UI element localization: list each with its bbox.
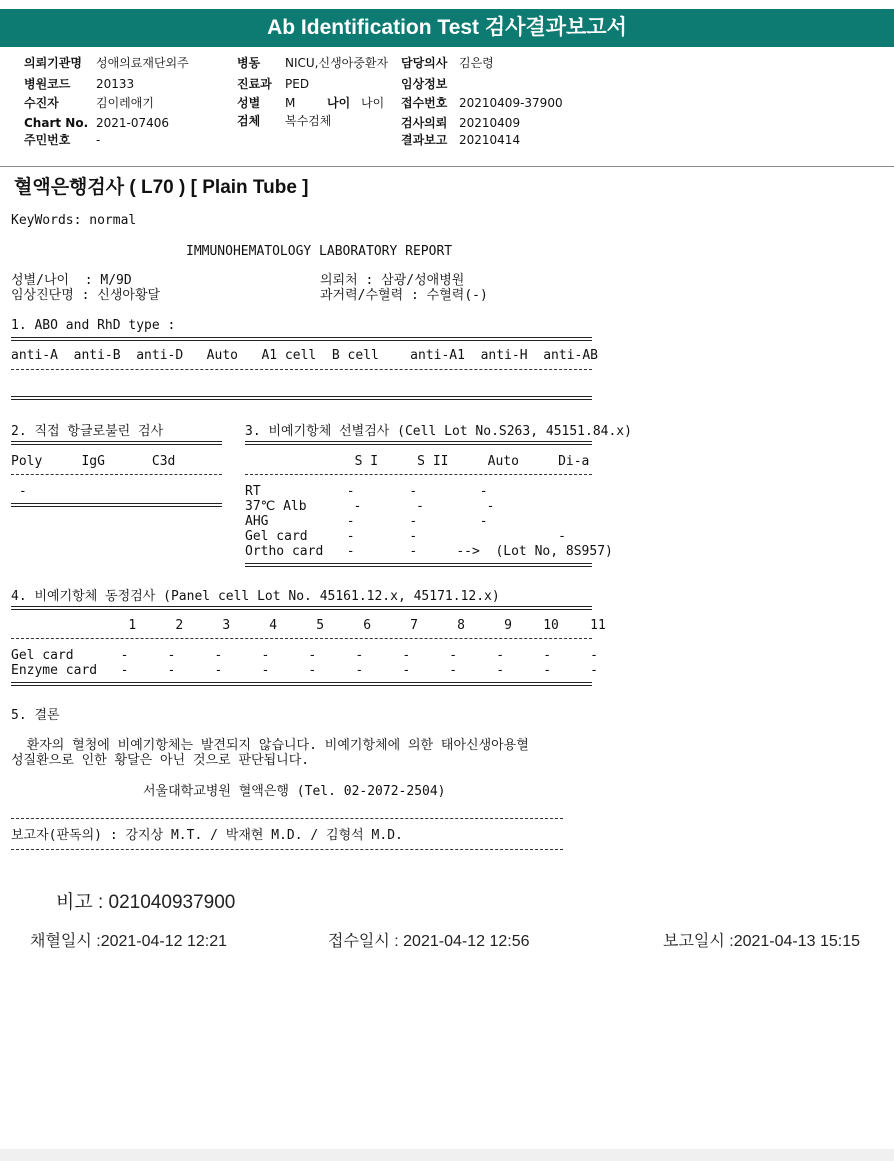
panel-section-title: 4. 비예기항체 동정검사 (Panel cell Lot No. 45161.12.x, 45171.12.x)	[11, 589, 500, 604]
double-rule	[245, 441, 592, 445]
screening-row-ahg: AHG - - -	[245, 514, 488, 529]
sex-field: 성별 M	[237, 96, 296, 110]
screening-section-title: 3. 비예기항체 선별검사 (Cell Lot No.S263, 45151.84.x)	[245, 424, 632, 439]
chart-no-field: Chart No. 2021-07406	[24, 116, 170, 130]
conclusion-line-1: 환자의 혈청에 비예기항체는 발견되지 않습니다. 비예기항체에 의한 태아신생아용혈	[11, 738, 529, 753]
sex-age-line: 성별/나이 : M/9D	[11, 273, 132, 288]
screening-row-alb: 37℃ Alb - - -	[245, 499, 495, 514]
diagnosis-line: 임상진단명 : 신생아황달	[11, 288, 161, 303]
panel-row-enzyme: Enzyme card - - - - - - - - - - -	[11, 663, 598, 678]
dash-rule	[11, 849, 563, 850]
screening-header-row: S I S II Auto Di-a	[245, 454, 590, 469]
hospital-code-field: 병원코드 20133	[24, 77, 135, 91]
age-field: 나이 나이	[327, 96, 385, 110]
lab-contact: 서울대학교병원 혈액은행 (Tel. 02-2072-2504)	[143, 784, 446, 799]
bottom-bar	[0, 1149, 894, 1161]
double-rule	[11, 606, 592, 610]
ward-field: 병동 NICU,신생아중환자	[237, 56, 389, 70]
dat-section-title: 2. 직접 항글로불린 검사	[11, 424, 164, 439]
doctor-field: 담당의사 김은령	[401, 56, 494, 70]
keywords: KeyWords: normal	[11, 213, 137, 228]
section-title: 혈액은행검사 ( L70 ) [ Plain Tube ]	[14, 177, 309, 198]
report-date-field: 결과보고 20210414	[401, 133, 521, 147]
history-line: 과거력/수혈력 : 수혈력(-)	[320, 288, 488, 303]
double-rule	[245, 563, 592, 567]
hospital-field: 의뢰기관명 성애의료재단외주	[24, 56, 189, 70]
patient-header	[0, 48, 894, 167]
screening-row-ortho: Ortho card - - --> (Lot No, 8S957)	[245, 544, 613, 559]
conclusion-section-title: 5. 결론	[11, 708, 60, 723]
double-rule	[11, 337, 592, 341]
conclusion-line-2: 성질환으로 인한 황달은 아닌 것으로 판단됩니다.	[11, 753, 310, 768]
accession-no-field: 접수번호 20210409-37900	[401, 96, 563, 110]
double-rule	[11, 396, 592, 400]
dat-value-row: -	[11, 484, 27, 499]
dat-header-row: Poly IgG C3d	[11, 454, 176, 469]
patient-name-field: 수진자 김이레애기	[24, 96, 154, 110]
dash-rule	[245, 474, 592, 475]
panel-row-gel: Gel card - - - - - - - - - - -	[11, 648, 598, 663]
screening-row-rt: RT - - -	[245, 484, 488, 499]
receipt-time: 접수일시 : 2021-04-12 12:56	[328, 933, 530, 950]
dash-rule	[11, 638, 592, 639]
dash-rule	[11, 474, 222, 475]
report-heading: IMMUNOHEMATOLOGY LABORATORY REPORT	[186, 244, 453, 259]
double-rule	[11, 441, 222, 445]
requester-line: 의뢰처 : 삼광/성애병원	[320, 273, 465, 288]
reporters-line: 보고자(판독의) : 강지상 M.T. / 박재현 M.D. / 김형석 M.D.	[11, 828, 403, 843]
abo-section-title: 1. ABO and RhD type :	[11, 318, 176, 333]
remark: 비고 : 021040937900	[56, 892, 236, 913]
report-time: 보고일시 :2021-04-13 15:15	[663, 933, 861, 950]
dash-rule	[11, 369, 592, 370]
resident-no-field: 주민번호 -	[24, 133, 101, 147]
double-rule	[11, 682, 592, 686]
double-rule	[11, 503, 222, 507]
screening-row-gel: Gel card - - -	[245, 529, 566, 544]
collection-time: 채혈일시 :2021-04-12 12:21	[30, 933, 228, 950]
dash-rule	[11, 818, 563, 819]
abo-header-row: anti-A anti-B anti-D Auto A1 cell B cell anti-A1 anti-H anti-AB	[11, 348, 598, 363]
panel-header-row: 1 2 3 4 5 6 7 8 9 10 11	[11, 618, 606, 633]
clinical-info-field: 임상정보	[401, 77, 448, 91]
department-field: 진료과 PED	[237, 77, 310, 91]
request-date-field: 검사의뢰 20210409	[401, 116, 521, 130]
report-title: Ab Identification Test 검사결과보고서	[0, 9, 894, 47]
specimen-field: 검체 복수검체	[237, 114, 332, 128]
